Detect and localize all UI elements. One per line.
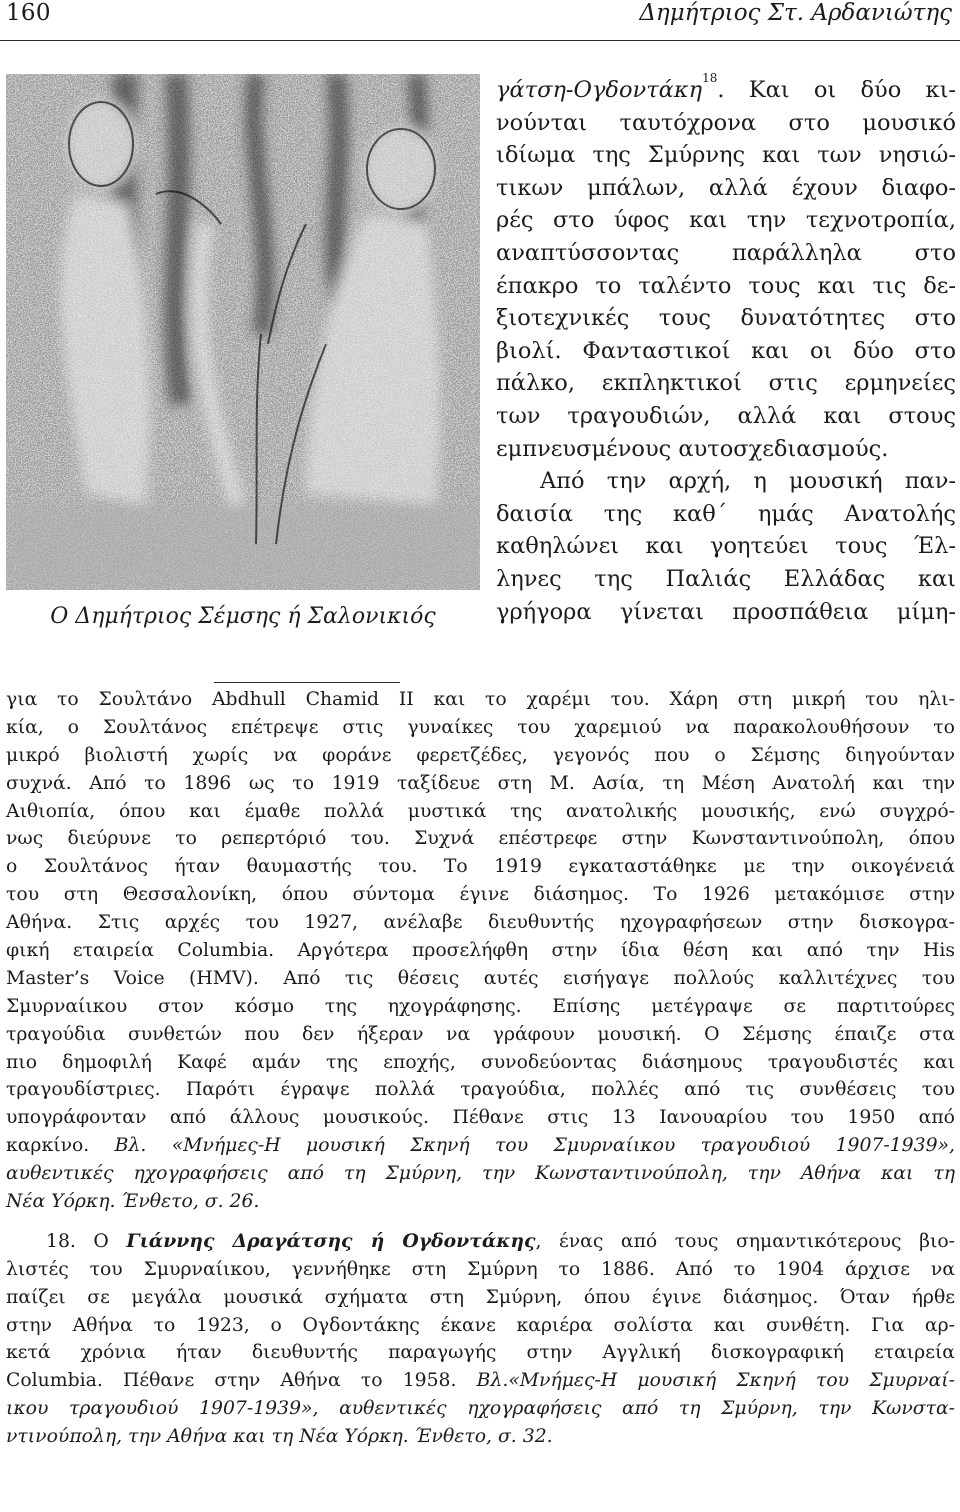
text-line: νούνται ταυτόχρονα στο μουσικό [496,109,956,136]
text-line: Από την αρχή, η μουσική παν- [540,468,956,495]
footnote-line: Σμυρναίικου στον κόσμο της ηχογράφησης. Επίσης μετέγραψε σε παρτιτούρες [6,995,955,1017]
footnote-line: τραγουδίστριες. Παρότι έγραψε πολλά τραγούδια, πολλές από τις συνθέσεις του [6,1079,955,1101]
footnote-line: του στη Θεσσαλονίκη, όπου σύντομα έγινε διάσημος. Το 1926 μετακόμισε στην [6,884,955,906]
footnote-line: συχνά. Από το 1896 ως το 1919 ταξίδευε στη Μ. Ασία, τη Μέση Ανατολή και την [6,772,955,794]
footnote-line: ικου τραγουδιού 1907-1939», αυθεντικές ηχογραφήσεις από τη Σμύρνη, την Κωνστα- [6,1398,955,1420]
footnote-line: στην Αθήνα το 1923, ο Ογδοντάκης έκανε καριέρα σολίστα και συνθέτη. Για αρ- [6,1314,955,1336]
text-fragment: Γιάννης Δραγάτσης ή Ογδοντάκης [126,1229,536,1252]
portrait-photo [6,74,480,590]
text-line [496,71,956,107]
text-fragment: Columbia. Πέθανε στην Αθήνα το 1958. [6,1370,477,1392]
text-line: γρήγορα γίνεται προσπάθεια μίμη- [496,598,956,625]
footnote-line: τραγούδια συνθετών που δεν ήξεραν να γράφουν μουσική. Ο Σέμσης έπαιζε στα [6,1023,955,1045]
text-line: καθηλώνει και γοητεύει τους Έλ- [496,533,956,560]
text-line: έπακρο το ταλέντο τους και τις δε- [496,272,956,299]
footnote-line: παίζει σε μεγάλα μουσικά σχήματα στη Σμύρνη, όπου έγινε διάσημος. Όταν ήρθε [6,1286,955,1308]
body-column-text [496,71,956,628]
footnote-line: Αθήνα. Στις αρχές του 1927, ανέλαβε διευθυντής ηχογραφήσεων στην δισκογρα- [6,912,955,934]
page-header [0,0,960,40]
footnote-line: κία, ο Σουλτάνος επέτρεψε στις γυναίκες του χαρεμιού να παρακολουθήσουν το [6,716,955,738]
text-fragment: καρκίνο. [6,1135,115,1157]
text-fragment: 18. Ο [46,1230,127,1252]
footnote-rule [214,682,400,683]
header-rule [0,40,960,41]
text-line: των τραγουδιών, αλλά και στους [496,402,956,429]
footnote-line [6,1132,955,1160]
text-line: τικων μπάλων, αλλά έχουν διαφο- [496,174,956,201]
text-line: αναπτύσσοντας παράλληλα στο [496,239,956,266]
footnote-line: Νέα Υόρκη. Ένθετο, σ. 26. [6,1191,260,1213]
footnote-line: λιστές του Σμυρναίικου, γεννήθηκε στη Σμύρνη το 1886. Από το 1904 άρχισε να [6,1258,955,1280]
footnotes [6,686,955,1451]
text-line: πάλκο, εκπληκτικοί στις ερμηνείες [496,370,956,397]
footnote-line [6,1228,955,1256]
footnote-line: αυθεντικές ηχογραφήσεις από τη Σμύρνη, την Κωνσταντινούπολη, την Αθήνα και τη [6,1163,955,1185]
footnote-line: ντινούπολη, την Αθήνα και τη Νέα Υόρκη. Ένθετο, σ. 32. [6,1426,553,1448]
footnote-line: ο Σουλτάνος ήταν θαυμαστής του. Το 1919 εγκαταστάθηκε με την οικογένειά [6,856,955,878]
text-fragment: γάτση-Ογδοντάκη [496,77,703,103]
text-fragment: Βλ. «Μνήμες-Η μουσική Σκηνή του Σμυρναίικου τραγουδιού 1907-1939», [114,1135,955,1157]
footnote-line: Αιθιοπία, όπου και έμαθε πολλά μυστικά της ανατολικής μουσικής, ενώ συγχρό- [6,800,955,822]
footnote-line: νως διεύρυνε το ρεπερτόριό του. Συχνά επέστρεφε στην Κωνσταντινούπολη, όπου [6,828,955,850]
footnote-line: φική εταιρεία Columbia. Αργότερα προσελήφθη στην ίδια θέση και από την His [6,940,955,962]
text-line: ρές στο ύφος και την τεχνοτροπία, [496,207,956,234]
footnote-line: κετά χρόνια ήταν διευθυντής παραγωγής στην Αγγλική δισκογραφική εταιρεία [6,1342,955,1364]
text-line: ιδίωμα της Σμύρνης και των νησιώ- [496,142,956,169]
footnote-line [6,1367,955,1395]
page-number: 160 [6,0,51,26]
text-fragment: . Και οι δύο κι- [717,77,956,103]
running-title: Δημήτριος Στ. Αρδανιώτης [639,0,952,26]
footnote-line: πιο δημοφιλή Καφέ αμάν της εποχής, συνοδεύοντας διάσημους τραγουδιστές και [6,1051,955,1073]
footnote-gap [6,1216,955,1228]
text-line: ληνες της Παλιάς Ελλάδας και [496,565,956,592]
text-line: δαισία της καθ΄ ημάς Ανατολής [496,500,956,527]
text-line: ξιοτεχνικές τους δυνατότητες στο [496,305,956,332]
text-fragment: , ένας από τους σημαντικότερους βιο- [535,1230,955,1252]
text-line: εμπνευσμένους αυτοσχεδιασμούς. [496,435,889,462]
text-fragment: Βλ.«Μνήμες-Η μουσική Σκηνή του Σμυρναί- [476,1370,955,1392]
text-line: βιολί. Φανταστικοί και οι δύο στο [496,337,956,364]
footnote-line: μικρό βιολιστή χωρίς να φοράνε φερετζέδες, γεγονός που ο Σέμσης διηγούνταν [6,744,955,766]
figure-caption: Ο Δημήτριος Σέμσης ή Σαλονικιός [50,604,436,629]
footnote-ref: 18 [702,71,718,85]
footnote-line: Master’s Voice (HMV). Από τις θέσεις αυτές εισήγαγε πολλούς καλλιτέχνες του [6,967,955,989]
footnote-line: για το Σουλτάνο Abdhull Chamid II και το χαρέμι του. Χάρη στη μικρή του ηλι- [6,689,955,710]
footnote-line: υπογράφονταν από άλλους μουσικούς. Πέθανε στις 13 Ιανουαρίου του 1950 από [6,1107,955,1129]
